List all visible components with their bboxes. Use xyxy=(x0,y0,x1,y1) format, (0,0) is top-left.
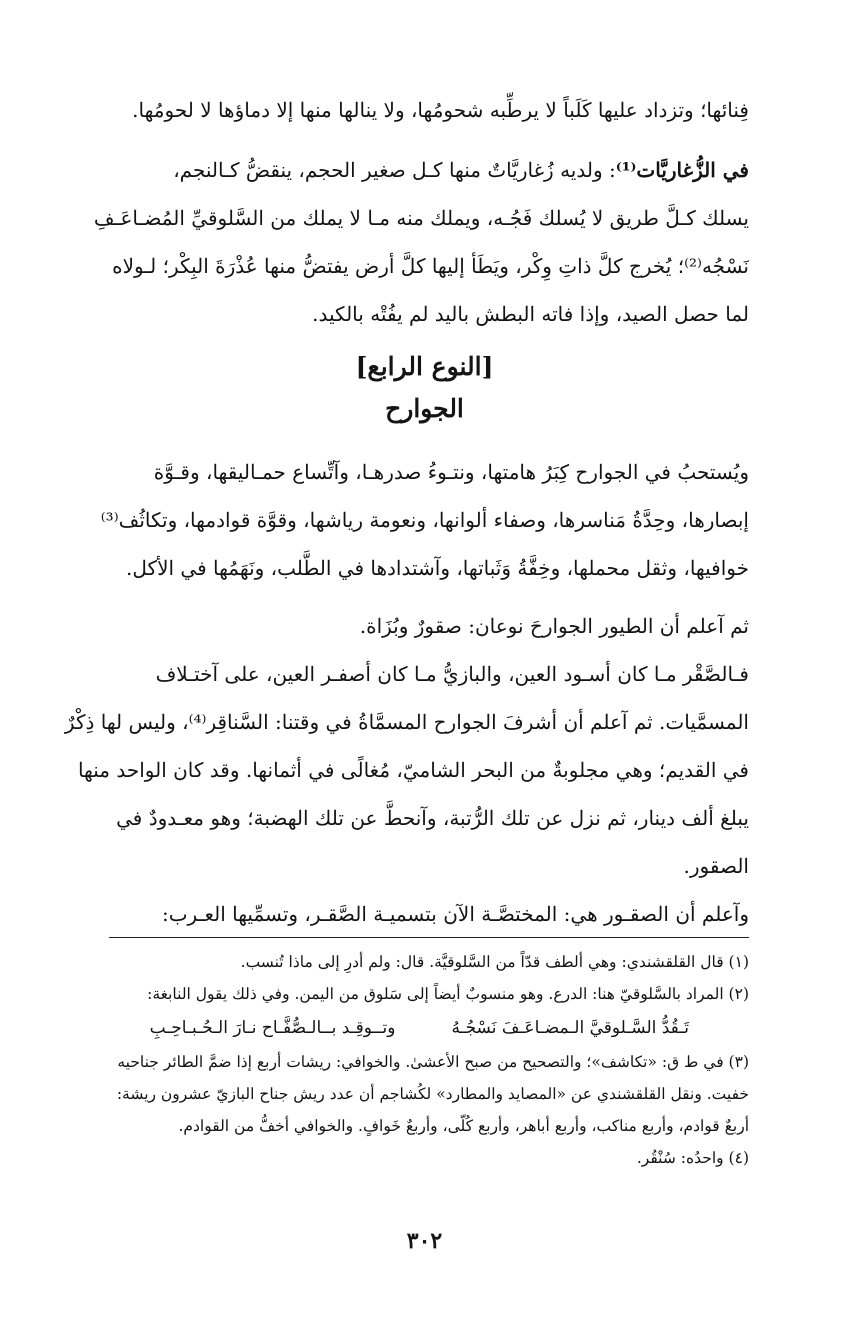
text-line: الصقور. xyxy=(683,854,749,878)
text-line: ويُستحبُ في الجوارح كِبَرُ هامتها، ونتـوءُ صدرهـا، وآتِّساع حمـاليقها، وقـوَّة xyxy=(153,460,749,484)
text-line: يسلك كـلَّ طريق لا يُسلك فَجُـه، ويملك منه مـا لا يملك من السَّلوقيِّ المُضـاعَـفِ xyxy=(93,206,749,230)
footnote-4: (٤) واحدُه: سُنْقُر. xyxy=(636,1149,749,1167)
section-type: [النوع الرابع] xyxy=(355,352,494,381)
footnote-3-line-3: أربعٌ قوادم، وأربع مناكب، وأربع أباهر، وأربع كُلّى، وأربعٌ خَوافٍ. والخوافي أخفُّ من القوادم. xyxy=(178,1117,749,1135)
paragraph-lead: في الزُّغاريَّات⁽¹⁾ xyxy=(615,158,749,182)
footnote-2: (٢) المراد بالسَّلوقيّ هنا: الدرع. وهو منسوبٌ أيضاً إلى سَلوق من اليمن. وفي ذلك يقول النابغة: xyxy=(147,985,749,1003)
jawarih-body xyxy=(49,448,749,592)
text-line: في القديم؛ وهي مجلوبةٌ من البحر الشاميّ، مُغالًى في أثمانها. وقد كان الواحد منها xyxy=(77,758,749,782)
verse-hemistich-1: تَـقُدُّ السَّـلوقيَّ الـمضـاعَـفَ نَسْجُـهُ xyxy=(451,1018,689,1038)
text-line: ثم آعلم أن الطيور الجوارحَ نوعان: صقورٌ وبُزَاة. xyxy=(359,614,749,638)
text-line: المسمَّيات. ثم آعلم أن أشرفَ الجوارح المسمَّاةُ في وقتنا: السَّناقِر⁽⁴⁾، وليس لها ذِكْرٌ xyxy=(64,710,749,734)
text-line: إبصارها، وحِدَّةُ مَناسرها، وصفاء ألوانها، ونعومة رياشها، وقوَّة قوادمها، وتكاثُف⁽³⁾ xyxy=(100,508,749,532)
text-line-rest: : ولديه زُغاريَّاتٌ منها كـل صغير الحجم، ينقضُّ كـالنجم، xyxy=(173,158,616,182)
jawarih-body-continued xyxy=(49,602,749,938)
text-line: يبلغ ألف دينار، ثم نزل عن تلك الرُّتبة، وآنحطَّ عن تلك الهضبة؛ وهو معـدودٌ في xyxy=(116,806,749,830)
footnote-1: (١) قال القلقشندي: وهي ألطف قدّاً من السَّلوقيَّة. قال: ولم أدرِ إلى ماذا تُنسب. xyxy=(240,953,749,971)
footnote-verse xyxy=(49,1010,749,1046)
text-line: فِنائها؛ وتزداد عليها كَلَباً لا يرطِّبه شحومُها، ولا ينالها منها إلا دماؤها لا لحومُها. xyxy=(132,98,749,122)
footnote-3-line-2: خفيت. ونقل القلقشندي عن «المصايد والمطارد» لكُشاجم أن عدد ريش جناح البازيّ عشرون ريشة: xyxy=(116,1085,749,1103)
verse-hemistich-2: وتــوقِـد بــالـصُّفَّـاح نـارَ الـحُـبـاحِـبِ xyxy=(149,1018,396,1038)
page-number: ٣٠٢ xyxy=(406,1228,443,1254)
text-line xyxy=(49,146,749,194)
intro-paragraph xyxy=(49,86,749,134)
text-line: نَسْجُه⁽²⁾؛ يُخرج كلَّ ذاتِ وِكْر، ويَطَأ إليها كلَّ أرض يفتضُّ منها عُذْرَةَ البِكْر؛ لـولاه xyxy=(112,254,749,278)
text-line: وآعلم أن الصقـور هي: المختصَّـة الآن بتسميـة الصَّقـر، وتسمِّيها العـرب: xyxy=(161,902,749,926)
footnotes xyxy=(49,946,749,1174)
section-title: الجوارح xyxy=(385,394,464,423)
footnote-3-line-1: (٣) في ط ق: «تكاشف»؛ والتصحيح من صبح الأعشىٰ. والخوافي: ريشات أربع إذا ضمَّ الطائر جناحيه xyxy=(117,1053,749,1071)
text-line: لما حصل الصيد، وإذا فاته البطش باليد لم يفُتْه بالكيد. xyxy=(312,302,749,326)
text-line: خوافيها، وثقل محملها، وخِفَّةُ وَثَباتها، وآشتدادها في الطَّلب، ونَهَمُها في الأكل. xyxy=(126,556,749,580)
section-headings xyxy=(0,346,849,430)
text-line: فـالصَّقْر مـا كان أسـود العين، والبازيُّ مـا كان أصفـر العين، على آختـلاف xyxy=(155,662,749,686)
footnote-divider xyxy=(109,937,749,938)
zaghariyat-paragraph xyxy=(49,146,749,338)
